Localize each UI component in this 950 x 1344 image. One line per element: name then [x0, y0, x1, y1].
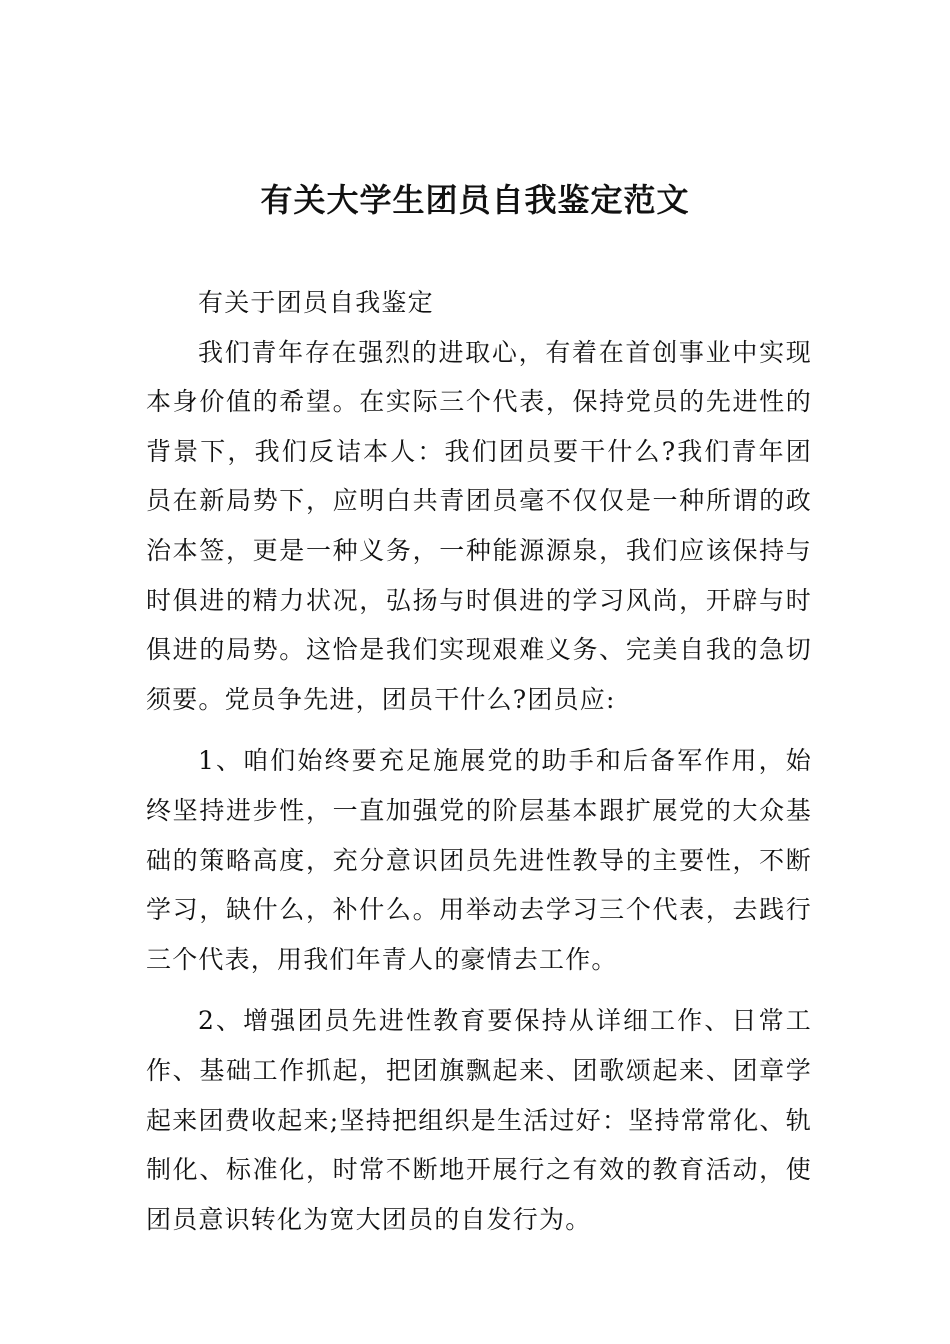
paragraph-point-2: 2、增强团员先进性教育要保持从详细工作、日常工作、基础工作抓起，把团旗飘起来、团歌颂起来、团章学起来团费收起来;坚持把组织是生活过好：坚持常常化、轨制化、标准化，时常不断地开展行之有效的教育活动，使团员意识转化为宽大团员的自发行为。 [146, 1006, 812, 1234]
paragraph-point-1: 1、咱们始终要充足施展党的助手和后备军作用，始终坚持进步性，一直加强党的阶层基本跟扩展党的大众基础的策略高度，充分意识团员先进性教导的主要性，不断学习，缺什么，补什么。用举动去学习三个代表，去践行三个代表，用我们年青人的豪情去工作。 [146, 746, 812, 974]
paragraph-subtitle: 有关于团员自我鉴定 [198, 288, 434, 317]
document-body [146, 278, 812, 1244]
paragraph-intro: 我们青年存在强烈的进取心，有着在首创事业中实现本身价值的希望。在实际三个代表，保持党员的先进性的背景下，我们反诘本人：我们团员要干什么?我们青年团员在新局势下，应明白共青团员毫不仅仅是一种所谓的政治本签，更是一种义务，一种能源源泉，我们应该保持与时俱进的精力状况，弘扬与时俱进的学习风尚，开辟与时俱进的局势。这恰是我们实现艰难义务、完美自我的急切须要。党员争先进，团员干什么?团员应: [146, 337, 812, 714]
document-title: 有关大学生团员自我鉴定范文 [260, 181, 690, 219]
